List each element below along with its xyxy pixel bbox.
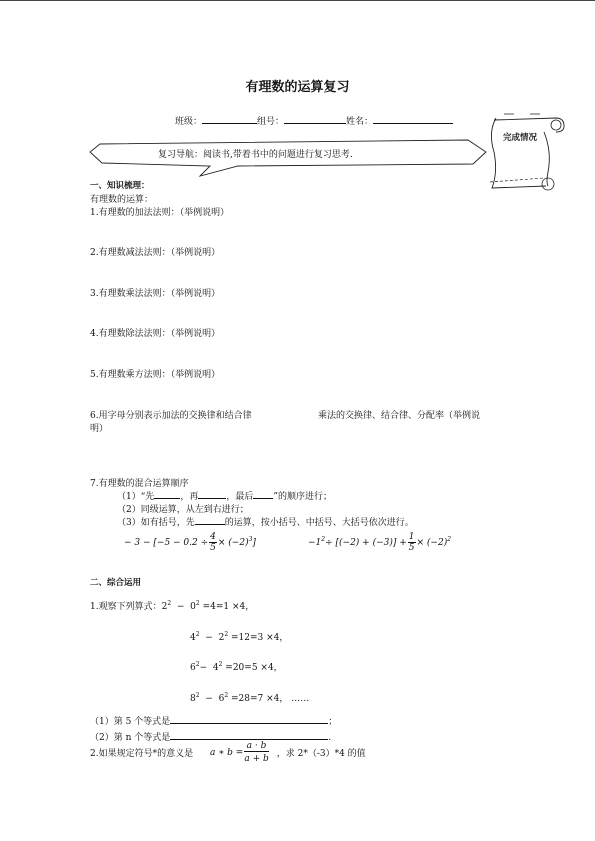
- q1-line-1: $4^2 - 2^2 =12=3 \times 4$，: [190, 631, 289, 643]
- fraction: $\frac{4}{5}$: [210, 532, 216, 553]
- class-label: 班级：: [175, 117, 203, 127]
- section1-heading: 一、知识梳理：: [90, 181, 150, 191]
- answer-field[interactable]: [170, 730, 328, 740]
- item7-line1: [117, 489, 332, 502]
- section1-intro: 有理数的运算：: [90, 195, 154, 205]
- item7-text: （1）“先: [117, 492, 155, 502]
- class-field[interactable]: [202, 114, 257, 124]
- q2-lead: 2.如果规定符号*的意义是: [90, 749, 194, 759]
- fraction: $\frac{1}{5}$: [408, 532, 415, 553]
- item7-line3: [117, 515, 414, 528]
- blank-field[interactable]: [154, 489, 180, 499]
- item7-title: 7.有理数的混合运算顺序: [90, 479, 189, 489]
- item7-text: ”的顺序进行；: [273, 492, 332, 502]
- name-field[interactable]: [373, 114, 453, 124]
- rule-item: 4.有理数除法法则：（举例说明）: [90, 329, 221, 339]
- scroll-icon: [486, 112, 568, 196]
- blank-field[interactable]: [198, 489, 226, 499]
- completion-badge: 完成情况: [503, 133, 538, 143]
- item7-line2: （2）同级运算，从左到右进行；: [117, 505, 249, 515]
- q1-line-2: $6^2- 4^2 =20=5 \times 4$，: [190, 661, 283, 673]
- q1-part1: （1）第 5 个等式是 ；: [90, 714, 337, 727]
- group-label: 组号：: [257, 117, 285, 127]
- expr-text: × (−2): [217, 538, 249, 548]
- blank-field[interactable]: [195, 515, 225, 525]
- guide-text: 复习导航：阅读书,带着书中的问题进行复习思考.: [158, 150, 353, 160]
- blank-field[interactable]: [253, 489, 273, 499]
- q1-line-3: $8^2 - 6^2 =28=7 \times 4$， ……: [190, 692, 310, 704]
- q2-fraction: $\frac{a \cdot b}{a + b}$: [244, 741, 269, 764]
- item6-cont: 明）: [90, 424, 109, 434]
- page-title: 有理数的运算复习: [245, 80, 350, 95]
- expr-text: ÷ [(−2) + (−3)] +: [325, 538, 407, 548]
- q1-part2: （2）第 n 个等式是 .: [90, 730, 331, 743]
- rule-item: 3.有理数乘法法则：（举例说明）: [90, 289, 221, 299]
- expr-text: − 3 − [−5 − 0.2 ÷: [124, 538, 209, 548]
- rule-item: 5.有理数乘方法则：（举例说明）: [90, 370, 221, 380]
- item7-text: （3）如有括号，先: [117, 518, 195, 528]
- q2-lhs: a ∗ b =: [209, 747, 244, 758]
- section2-heading: 二、综合运用: [90, 578, 142, 588]
- q2-line: [90, 741, 366, 764]
- name-label: 姓名：: [346, 117, 374, 127]
- q1-lead: 1.观察下列算式：: [90, 602, 162, 612]
- item6-left: 6.用字母分别表示加法的交换律和结合律: [90, 411, 252, 421]
- rule-item: 2.有理数减法法则：（举例说明）: [90, 248, 221, 258]
- expression-2: $-1^2\div [(-2) + (-3)]$ + $\frac{1}{5}$ × $(-2)^2$: [308, 532, 452, 553]
- expr-text: × (−2): [416, 538, 448, 548]
- item7-text: ，再: [180, 492, 199, 502]
- info-line: [175, 114, 453, 127]
- answer-field[interactable]: [170, 714, 328, 724]
- group-field[interactable]: [284, 114, 346, 124]
- expression-1: − 3 − [−5 − 0.2 ÷ $\frac{4}{5}$ × $(-2)^3$]: [124, 532, 256, 553]
- q2-tail: ，求 2*（-3）*4 的值: [276, 749, 366, 759]
- rule-item: 1.有理数的加法法则：（举例说明）: [90, 208, 230, 218]
- item7-text: ，最后: [226, 492, 254, 502]
- q1-line-0: 1.观察下列算式：$2^2 - 0^2 =4=1 \times 4$，: [90, 600, 255, 612]
- item7-text: 的运算，按小括号、中括号、大括号依次进行。: [224, 518, 414, 528]
- item6-right: 乘法的交换律、结合律、分配率（举例说: [318, 411, 481, 421]
- expr-text: −1: [308, 538, 322, 548]
- top-rule: [0, 0, 595, 1]
